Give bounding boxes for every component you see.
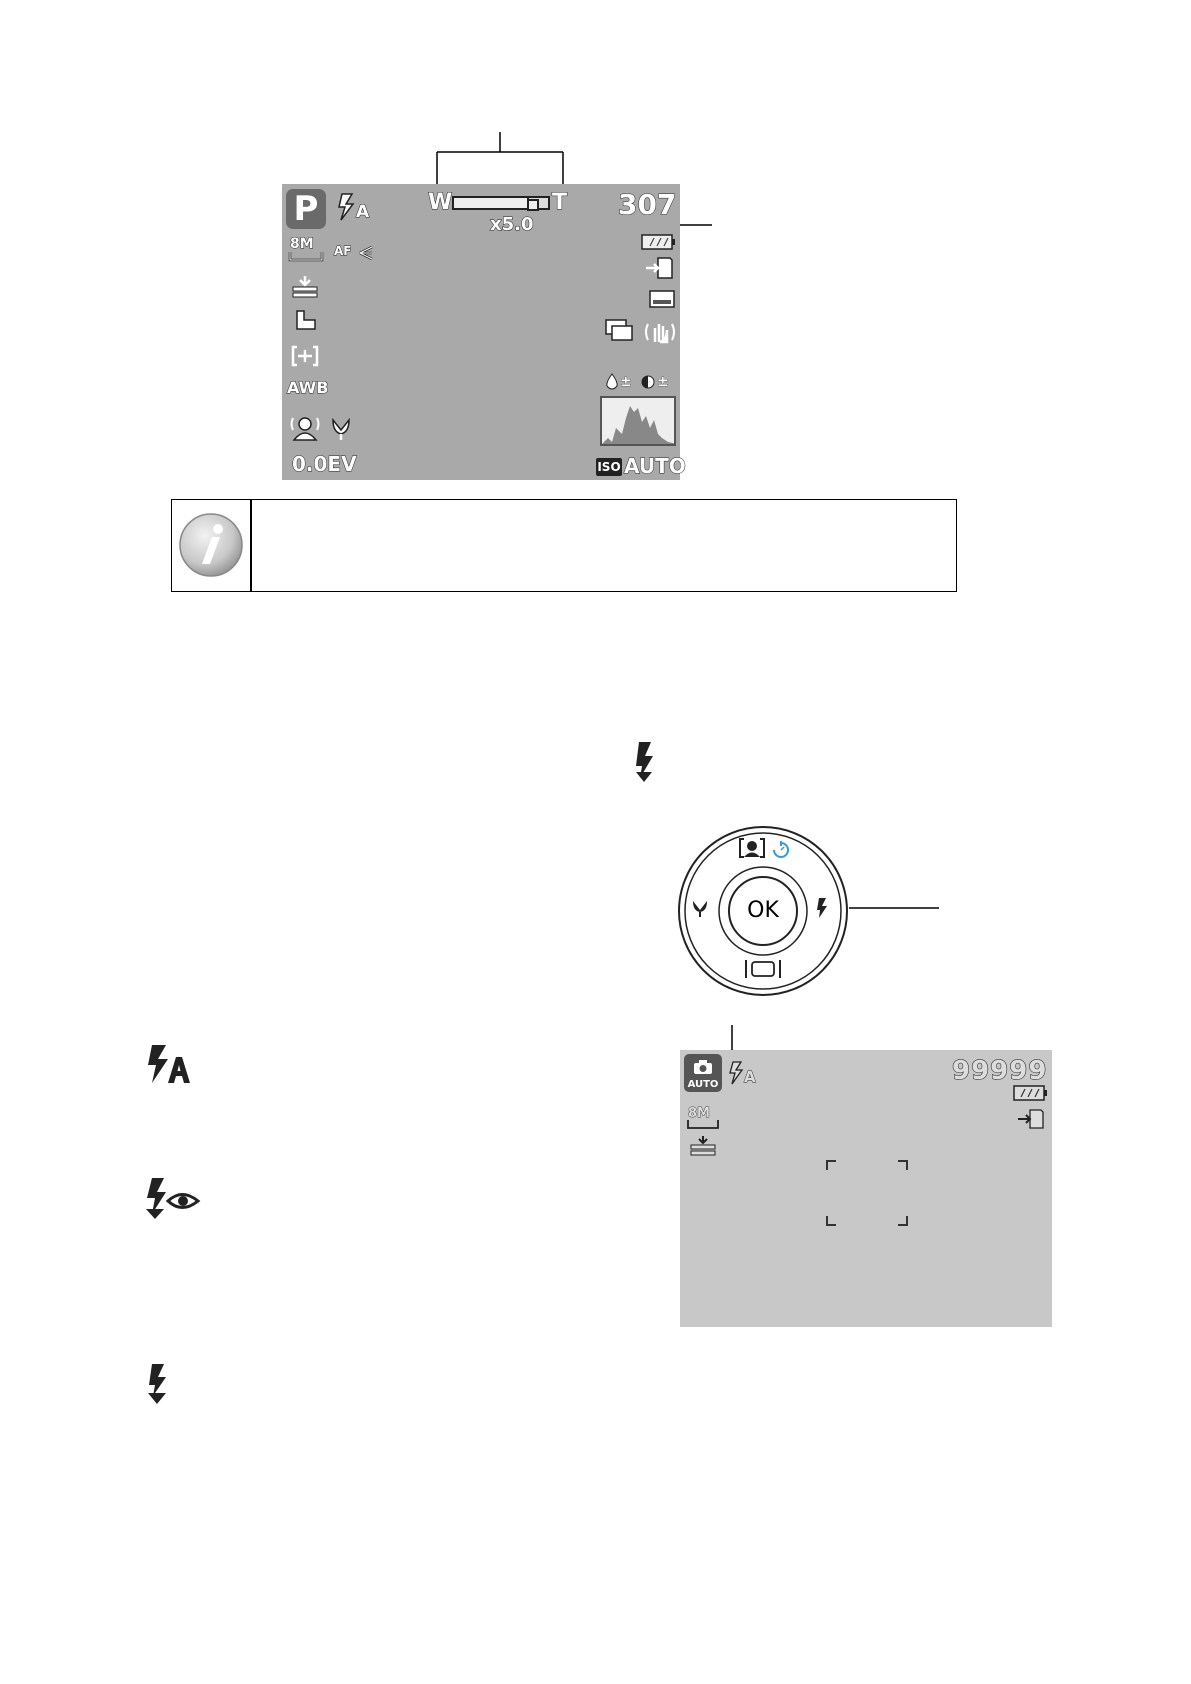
flash-auto-icon-small [728,1060,762,1086]
info-icon [178,512,244,578]
zoom-value: x5.0 [490,214,534,235]
dial-display-icon[interactable] [743,958,783,980]
battery-icon-small [1012,1084,1048,1102]
iso-badge: ISO [597,460,621,474]
saturation-contrast-icons [604,372,676,392]
flash-auto-large-icon [144,1043,200,1087]
note-divider [250,500,252,591]
drive-mode-icon [604,318,638,346]
flash-forced-large-icon [144,1362,174,1406]
dial-macro-icon[interactable] [690,898,710,918]
dial-flash-icon[interactable] [815,897,829,919]
macro-icon [328,416,354,442]
histogram [600,396,676,446]
osd-frame-icon [648,288,676,310]
quality-icon [290,274,320,300]
battery-icon [640,232,676,252]
exposure-value: 0.0EV [292,452,357,476]
face-detection-icon [288,414,322,442]
anti-shake-icon [642,318,678,346]
note-box [171,499,957,592]
shots-remaining: 307 [618,188,677,221]
svg-text:±: ± [657,374,669,390]
dial-self-timer-icon[interactable] [771,840,791,860]
focus-corner-br [898,1216,908,1226]
svg-text:±: ± [620,374,632,390]
shots-remaining-auto: 99999 [952,1056,1048,1086]
iso-value: AUTO [624,454,686,478]
zoom-tele-label: T [552,190,568,215]
dial-ok-button[interactable]: OK [747,898,779,923]
auto-mode-label: AUTO [687,1079,719,1090]
zoom-bar-fill [454,198,529,208]
focus-corner-tr [898,1160,908,1170]
zoom-wide-label: W [428,190,453,215]
metering-icon [290,344,320,368]
white-balance: AWB [287,378,329,397]
flash-red-eye-large-icon [144,1176,202,1220]
mode-badge: P [286,189,326,229]
dial-callout-line [849,906,939,910]
quality-icon-small [688,1134,718,1158]
memory-card-icon-small [1016,1108,1046,1130]
lcd-screen-auto-mode [680,1050,1052,1327]
dial-face-detection-icon[interactable] [737,836,771,860]
aspect-ratio-icon [294,308,318,332]
focus-corner-bl [826,1216,836,1226]
camera-icon [693,1059,713,1075]
lcd-screen-program-mode [282,184,686,480]
zoom-bar [452,196,550,210]
focus-corner-tl [826,1160,836,1170]
svg-text:A: A [744,1068,756,1086]
af-lamp-icon: AF [334,244,376,262]
flash-auto-icon [336,192,376,222]
flash-forced-icon [630,740,660,784]
memory-card-icon [644,256,674,280]
zoom-bar-knob [527,199,539,211]
svg-text:A: A [356,202,370,222]
auto-mode-badge [684,1054,722,1092]
resolution-icon: 8M [288,236,324,262]
resolution-icon-small: 8M [686,1106,722,1130]
